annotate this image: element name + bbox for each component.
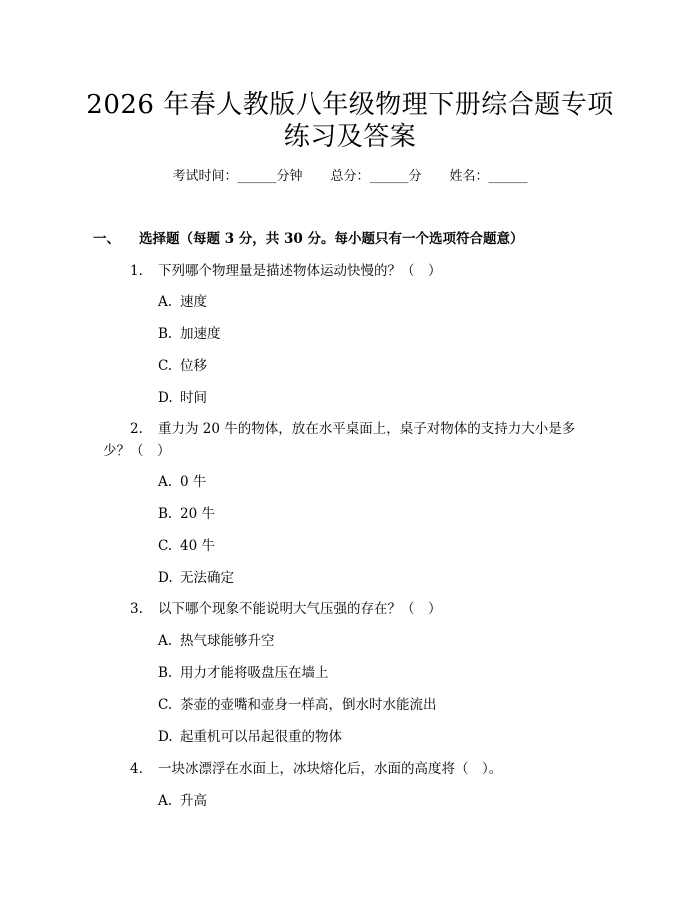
- question-1-option-b: [158, 324, 221, 344]
- option-letter: A.: [158, 633, 173, 649]
- question-1-option-a: [158, 292, 207, 312]
- question-2-continuation: 少？（ ）: [103, 443, 171, 459]
- option-letter: B.: [158, 326, 173, 342]
- time-label: 考试时间：: [172, 169, 238, 184]
- option-letter: D.: [158, 570, 173, 586]
- question-3-option-b: [158, 663, 329, 683]
- section-number: 一、: [93, 231, 120, 247]
- option-letter: D.: [158, 390, 173, 406]
- question-text: 下列哪个物理量是描述物体运动快慢的？（ ）: [158, 263, 442, 279]
- question-1-option-c: [158, 356, 207, 376]
- option-text: 茶壶的壶嘴和壶身一样高，倒水时水能流出: [180, 697, 437, 713]
- section-heading: [93, 229, 523, 249]
- option-text: 起重机可以吊起很重的物体: [180, 729, 342, 745]
- question-2-option-c: [158, 536, 215, 556]
- question-number: 4.: [130, 761, 143, 777]
- question-number: 1.: [130, 263, 143, 279]
- option-text: 速度: [180, 294, 207, 310]
- question-2-option-a: [158, 472, 206, 492]
- document-title-line-2: 练习及答案: [283, 122, 417, 152]
- name-label: 姓名：: [449, 169, 489, 184]
- question-3-option-d: [158, 727, 342, 747]
- option-text: 40 牛: [180, 538, 215, 554]
- question-4-option-a: [158, 791, 207, 811]
- option-text: 加速度: [180, 326, 221, 342]
- section-text: 选择题（每题 3 分，共 30 分。每小题只有一个选项符合题意）: [139, 231, 524, 247]
- question-2-option-b: [158, 504, 215, 524]
- option-text: 热气球能够升空: [180, 633, 275, 649]
- option-text: 位移: [180, 358, 207, 374]
- option-letter: B.: [158, 665, 173, 681]
- time-unit: 分钟: [276, 169, 303, 184]
- option-letter: D.: [158, 729, 173, 745]
- option-text: 20 牛: [180, 506, 215, 522]
- document-title-line-1: 2026 年春人教版八年级物理下册综合题专项: [86, 90, 614, 120]
- option-letter: A.: [158, 294, 173, 310]
- question-2-option-d: [158, 568, 234, 588]
- question-text: 以下哪个现象不能说明大气压强的存在？（ ）: [158, 601, 442, 617]
- option-text: 0 牛: [180, 474, 207, 490]
- question-text: 重力为 20 牛的物体，放在水平桌面上，桌子对物体的支持力大小是多: [158, 421, 576, 437]
- question-3-option-c: [158, 695, 437, 715]
- option-text: 升高: [180, 793, 207, 809]
- score-blank: ______: [369, 169, 409, 184]
- option-letter: A.: [158, 474, 173, 490]
- exam-info-line: [0, 167, 700, 187]
- score-unit: 分: [408, 169, 422, 184]
- option-text: 时间: [180, 390, 207, 406]
- score-label: 总分：: [330, 169, 370, 184]
- option-letter: C.: [158, 697, 173, 713]
- option-letter: C.: [158, 358, 173, 374]
- question-1-option-d: [158, 388, 207, 408]
- time-blank: ______: [237, 169, 277, 184]
- question-text: 一块冰漂浮在水面上，冰块熔化后，水面的高度将（ ）。: [158, 761, 503, 777]
- name-blank: ______: [488, 169, 528, 184]
- question-3-option-a: [158, 631, 275, 651]
- option-letter: B.: [158, 506, 173, 522]
- question-number: 2.: [130, 421, 143, 437]
- option-text: 无法确定: [180, 570, 234, 586]
- question-number: 3.: [130, 601, 143, 617]
- option-letter: C.: [158, 538, 173, 554]
- option-letter: A.: [158, 793, 173, 809]
- option-text: 用力才能将吸盘压在墙上: [180, 665, 329, 681]
